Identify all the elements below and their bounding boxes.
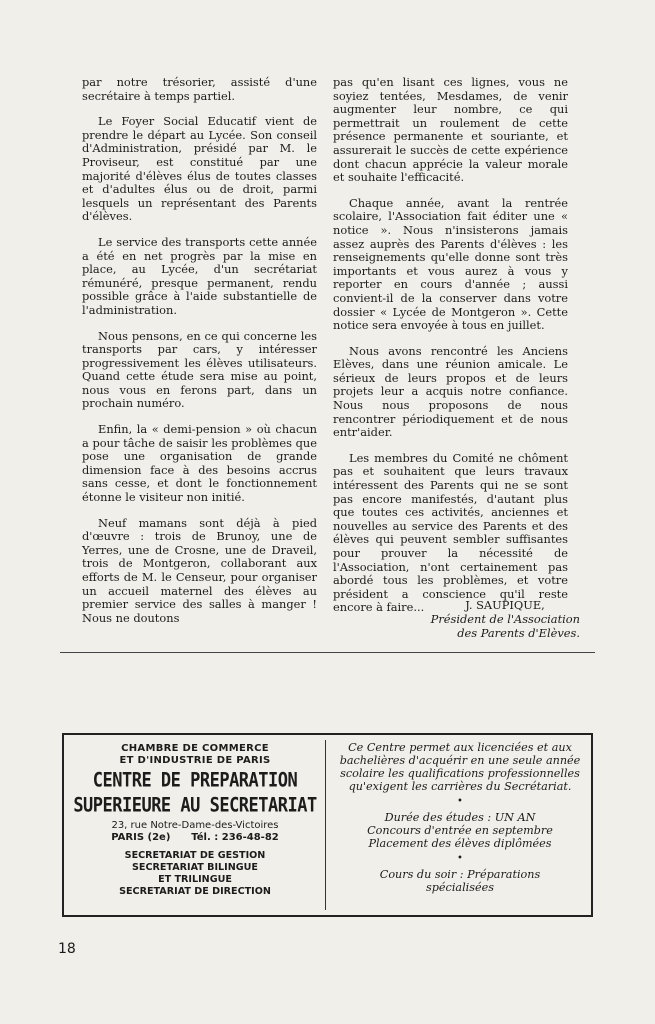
chamber-line1: CHAMBRE DE COMMERCE: [121, 743, 269, 754]
admission-exam: Concours d'entrée en septembre: [367, 824, 553, 837]
article-paragraph: Les membres du Comité ne chôment pas et souhaitent que leurs travaux intéressent des Parents qui ne se sont pas encore manifestés, d'autant plus que toutes ces activités, anciennes et nouvelles au service des Parents et des élèves qui peuvent sembler suffisantes pour prouver la nécessité de l'Association, n'ont certainement pas abordé tous les problèmes, et votre président a conscience qu'il reste encore à faire...: [333, 450, 568, 615]
signature-title-line2: des Parents d'Elèves.: [457, 626, 580, 640]
centre-description: Ce Centre permet aux licenciées et aux bachelières d'acquérir en une seule année scolaire les qualifications professionnelles qu'exigent les carrières du Secrétariat.: [339, 741, 581, 793]
page-number: 18: [58, 941, 76, 957]
graduate-placement: Placement des élèves diplômées: [368, 837, 552, 850]
track-item: SECRETARIAT DE GESTION: [124, 850, 266, 861]
chamber-line2: ET D'INDUSTRIE DE PARIS: [119, 755, 271, 766]
article-left-column: [82, 76, 317, 637]
article-paragraph: par notre trésorier, assisté d'une secrétaire à temps partiel.: [82, 75, 317, 103]
article-paragraph: Nous avons rencontré les Anciens Elèves, dans une réunion amicale. Le sérieux de leurs propos et de leurs projets leur a acquis notre confiance. Nous nous proposons de nous rencontrer périodiquement et de nous entr'aider.: [333, 343, 568, 440]
article-paragraph: Chaque année, avant la rentrée scolaire, l'Association fait éditer une « notice ». Nous n'insisterons jamais assez auprès des Parents d'élèves : les renseignements qu'elle donne sont très importants et vous aurez à vous y reporter en cours d'année ; aussi convient-il de la conserver dans votre dossier « Lycée de Montgeron ». Cette notice sera envoyée à tous en juillet.: [333, 195, 568, 333]
article-paragraph: Le Foyer Social Educatif vient de prendre le départ au Lycée. Son conseil d'Administration, présidé par M. le Proviseur, est constitué par une majorité d'élèves élus de toutes classes et d'adultes élus ou de droit, parmi lesquels un représentant des Parents d'élèves.: [82, 114, 317, 224]
article-paragraph: Enfin, la « demi-pension » où chacun a pour tâche de saisir les problèmes que pose une organisation de grande dimension face à des besoins accrus sans cesse, et dont le fonctionnement étonne le visiteur non initié.: [82, 422, 317, 505]
centre-title-line2: SUPERIEURE AU SECRETARIAT: [73, 794, 317, 818]
advertisement-right-panel: [332, 741, 588, 894]
evening-classes-line2: spécialisées: [426, 881, 494, 894]
address-city-phone: PARIS (2e) Tél. : 236-48-82: [111, 832, 279, 843]
track-item: SECRETARIAT BILINGUE: [131, 862, 258, 873]
track-item: SECRETARIAT DE DIRECTION: [119, 886, 271, 897]
article-paragraph: Le service des transports cette année a été en net progrès par la mise en place, au Lycée, d'un secrétariat rémunéré, presque permanent, rendu possible grâce à l'aide substantielle de l'administration.: [82, 234, 317, 317]
advertisement-divider: [325, 740, 326, 910]
article-paragraph: Nous pensons, en ce qui concerne les transports par cars, y intéresser progressivement les élèves utilisateurs. Quand cette étude sera mise au point, nous vous en ferons part, dans un prochain numéro.: [82, 328, 317, 411]
article-paragraph: pas qu'en lisant ces lignes, vous ne soyiez tentées, Mesdames, de venir augmenter leur nombre, ce qui permettrait un roulement de cette présence permanente et souriante, et assurerait le succès de cette expérience dont chacun apprécie la valeur morale et souhaite l'efficacité.: [333, 75, 568, 185]
advertisement-left-panel: [72, 743, 318, 898]
study-duration: Durée des études : UN AN: [384, 811, 536, 824]
advertisement-box: [62, 733, 593, 917]
article-paragraph: Neuf mamans sont déjà à pied d'œuvre : trois de Brunoy, une de Yerres, une de Crosne, une de Draveil, trois de Montgeron, collaborant aux efforts de M. le Censeur, pour organiser un accueil maternel des élèves au premier service des salles à manger ! Nous ne doutons: [82, 515, 317, 625]
signature-block: [400, 598, 580, 640]
track-item: ET TRILINGUE: [158, 874, 232, 885]
bullet-icon: •: [457, 796, 463, 807]
article-right-column: [333, 76, 568, 627]
secretariat-tracks: [72, 850, 318, 898]
evening-classes-line1: Cours du soir : Préparations: [379, 868, 541, 881]
horizontal-divider: [60, 652, 595, 653]
centre-title-line1: CENTRE DE PREPARATION: [92, 769, 298, 793]
bullet-icon: •: [457, 853, 463, 864]
signature-title-line1: Président de l'Association: [430, 612, 580, 626]
signature-name: J. SAUPIQUE,: [465, 598, 545, 612]
address-street: 23, rue Notre-Dame-des-Victoires: [111, 820, 279, 831]
